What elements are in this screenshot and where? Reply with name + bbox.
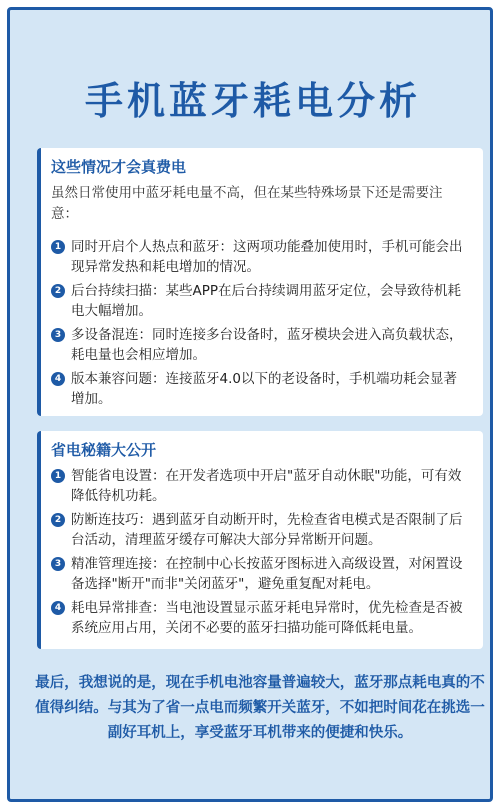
list-item [51,281,469,321]
section-intro: 虽然日常使用中蓝牙耗电量不高，但在某些特殊场景下还是需要注意： [51,185,443,222]
number-badge-icon: 4 [51,372,65,386]
poster-frame [7,7,493,802]
list-item-text: 同时开启个人热点和蓝牙：这两项功能叠加使用时，手机可能会出现异常发热和耗电增加的情况。 [71,239,463,275]
list-item [51,554,469,594]
number-badge-icon: 1 [51,240,65,254]
list-item [51,237,469,277]
section-costly-situations [37,148,483,416]
list-item [51,466,469,506]
list-item [51,510,469,550]
list-item-text: 防断连技巧：遇到蓝牙自动断开时，先检查省电模式是否限制了后台活动，清理蓝牙缓存可解决大部分异常断开问题。 [71,512,463,548]
section-heading: 这些情况才会真费电 [51,158,187,176]
list-item [51,598,469,638]
section-power-tips [37,431,483,649]
list-item-text: 耗电异常排查：当电池设置显示蓝牙耗电异常时，优先检查是否被系统应用占用，关闭不必要的蓝牙扫描功能可降低耗电量。 [71,600,463,636]
number-badge-icon: 4 [51,601,65,615]
closing-paragraph: 最后，我想说的是，现在手机电池容量普遍较大，蓝牙那点耗电真的不值得纠结。与其为了省一点电而频繁开关蓝牙，不如把时间花在挑选一副好耳机上，享受蓝牙耳机带来的便捷和快乐。 [35,675,485,741]
list-item-text: 精准管理连接：在控制中心长按蓝牙图标进入高级设置，对闲置设备选择"断开"而非"关闭蓝牙"，避免重复配对耗电。 [71,556,463,592]
number-badge-icon: 3 [51,328,65,342]
situation-list [51,237,469,409]
list-item [51,325,469,365]
list-item-text: 多设备混连：同时连接多台设备时，蓝牙模块会进入高负载状态，耗电量也会相应增加。 [71,327,463,363]
number-badge-icon: 1 [51,469,65,483]
number-badge-icon: 3 [51,557,65,571]
list-item-text: 后台持续扫描：某些APP在后台持续调用蓝牙定位，会导致待机耗电大幅增加。 [71,283,462,319]
page-title: 手机蓝牙耗电分析 [84,79,421,123]
tips-list [51,466,469,638]
number-badge-icon: 2 [51,513,65,527]
number-badge-icon: 2 [51,284,65,298]
list-item [51,369,469,409]
list-item-text: 智能省电设置：在开发者选项中开启"蓝牙自动休眠"功能，可有效降低待机功耗。 [71,468,462,504]
list-item-text: 版本兼容问题：连接蓝牙4.0以下的老设备时，手机端功耗会显著增加。 [71,371,457,407]
section-heading: 省电秘籍大公开 [51,441,157,459]
